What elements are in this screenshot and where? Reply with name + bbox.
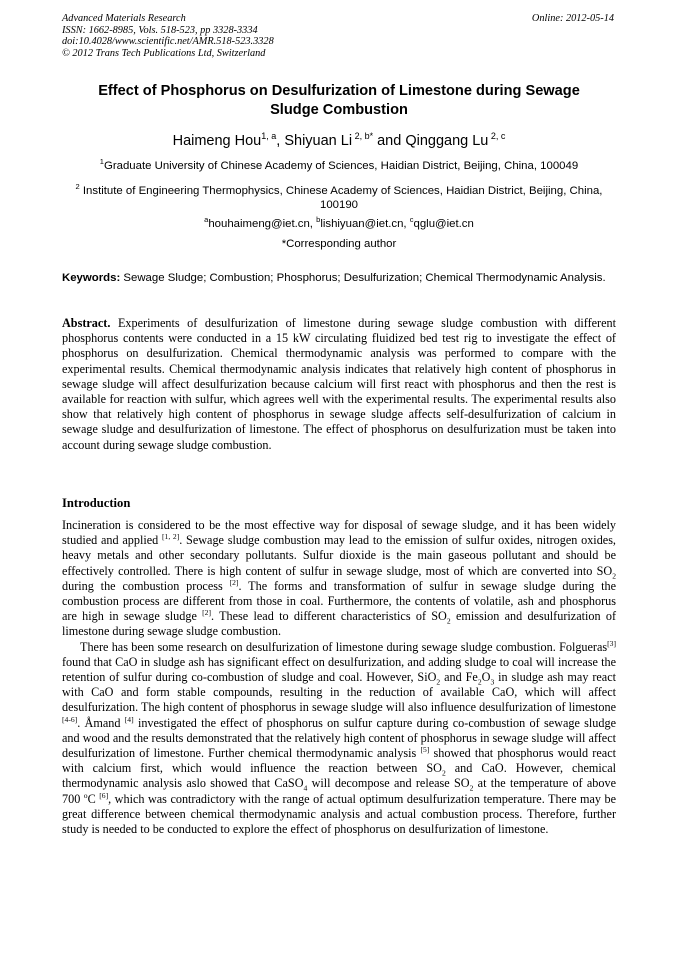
text-run: during the combustion process xyxy=(62,578,230,593)
title-line-1: Effect of Phosphorus on Desulfurization of Limestone during Sewage xyxy=(98,83,580,99)
text-run: . These lead to different characteristics of SO xyxy=(211,609,447,624)
subscript: 2 xyxy=(612,571,616,581)
doi-line: doi:10.4028/www.scientific.net/AMR.518-523.3328 xyxy=(62,36,274,48)
author-affiliation-mark: 2, c xyxy=(488,131,506,141)
author-name: Shiyuan Li xyxy=(284,132,353,149)
email-address[interactable]: lishiyuan@iet.cn, xyxy=(320,217,410,230)
introduction-paragraph-1 xyxy=(62,518,616,640)
online-date: Online: 2012-05-14 xyxy=(531,13,614,24)
text-run: showed that phosphorus would react with calcium first, which would influence the reaction between SO xyxy=(62,746,616,776)
author-affiliation-mark: 1, a xyxy=(261,131,277,141)
subscript: 2 xyxy=(441,768,446,778)
citation: [2] xyxy=(202,608,211,618)
affiliation-number: 1 xyxy=(99,157,104,166)
affiliation-text: Graduate University of Chinese Academy of Sciences, Haidian District, Beijing, China, 100049 xyxy=(103,159,579,172)
subscript: 2 xyxy=(436,677,441,687)
affiliation-2 xyxy=(62,180,616,213)
superscript: o xyxy=(83,790,88,800)
keywords-text: Sewage Sludge; Combustion; Phosphorus; Desulfurization; Chemical Thermodynamic Analysis. xyxy=(120,272,606,284)
abstract-label: Abstract. xyxy=(62,316,111,330)
text-run: found that CaO in sludge ash has significant effect on desulfurization, and adding sludge to coal will increase the retention of sulfur during co-combustion of sludge and coal. However, SiO xyxy=(62,654,616,685)
text-run: . The forms and transformation of sulfur in sewage sludge during the combustion process are different from those in coal. Furthermore, the contents of volatile, ash and phosphorus are high in sewage sludge xyxy=(62,578,617,624)
corresponding-author-note: *Corresponding author xyxy=(281,238,397,250)
keywords-label: Keywords: xyxy=(62,272,121,284)
affiliation-1 xyxy=(62,155,616,173)
email-address[interactable]: qglu@iet.cn xyxy=(413,217,474,230)
text-run: at the temperature of above 700 xyxy=(62,776,616,806)
citation: [4-6] xyxy=(62,714,78,724)
author-separator: and xyxy=(373,132,406,149)
introduction-body xyxy=(62,518,616,837)
citation: [4] xyxy=(124,714,134,724)
text-run: and Fe xyxy=(440,670,478,685)
issn-line: ISSN: 1662-8985, Vols. 518-523, pp 3328-3334 xyxy=(62,24,258,36)
text-run: There has been some research on desulfurization of limestone during sewage sludge combustion. Folgueras xyxy=(80,639,608,654)
email-mark: c xyxy=(409,215,414,224)
abstract-text: Experiments of desulfurization of limestone during sewage sludge combustion with different phosphorus contents were conducted in a 15 kW circulating fluidized bed test rig to investigate the effect of phosphorus on desulfurization. Chemical thermodynamic analysis was performed to compare with the experimental results. Chemical thermodynamic analysis indicates that relatively high content of phosphorus in sewage sludge will affect desulfurization because calcium will first react with phosphorus and then the rest is available for reaction with sulfur, which agrees well with the experimental results. The experimental results also show that relatively high content of phosphorus in sewage sludge affects self-desulfurization of calcium in sewage sludge and desulfurization of limestone. The effect of phosphorus on desulfurization must be taken into account during sewage sludge combustion. xyxy=(62,316,616,452)
text-run: in sludge ash may react with CaO and form stable compounds, resulting in the reduction of available CaO, which will affect desulfurization. The high content of phosphorus in sewage sludge will also influence desulfurization of limestone xyxy=(62,670,617,715)
text-run: O xyxy=(481,670,491,685)
affiliation-number: 2 xyxy=(75,182,80,191)
text-run: will decompose and release SO xyxy=(307,776,470,791)
citation: [5] xyxy=(420,744,430,754)
affiliation-text: Institute of Engineering Thermophysics, Chinese Academy of Sciences, Haidian District, Beijing, China, 100190 xyxy=(79,184,603,212)
citation: [3] xyxy=(607,638,616,648)
subscript: 2 xyxy=(469,783,474,793)
citation: [2] xyxy=(229,577,239,587)
text-run: and CaO. However, chemical thermodynamic analysis aslo showed that CaSO xyxy=(62,761,616,791)
citation: [6] xyxy=(99,790,109,800)
copyright-line: © 2012 Trans Tech Publications Ltd, Switzerland xyxy=(62,47,266,59)
text-run: C xyxy=(87,791,100,806)
email-mark: a xyxy=(204,215,209,224)
text-run: investigated the effect of phosphorus on sulfur capture during co-combustion of sewage sludge and wood and the results demonstrated that the relatively high content of phosphorus in sewage sludge will affect desulfurization of limestone. Further chemical thermodynamic analysis xyxy=(62,715,616,761)
paper-title xyxy=(62,82,616,120)
subscript: 3 xyxy=(490,677,495,687)
subscript: 2 xyxy=(446,616,451,626)
author-list xyxy=(62,126,616,151)
email-line xyxy=(62,213,616,231)
title-line-2: Sludge Combustion xyxy=(270,102,408,118)
author-name: Qinggang Lu xyxy=(405,132,489,149)
section-heading-introduction: Introduction xyxy=(62,496,131,510)
email-mark: b xyxy=(316,215,321,224)
abstract xyxy=(62,316,616,453)
email-address[interactable]: houhaimeng@iet.cn, xyxy=(208,217,317,230)
author-affiliation-mark: 2, b* xyxy=(352,131,374,141)
introduction-paragraph-2 xyxy=(62,640,616,838)
text-run: emission and desulfurization of limestone during sewage sludge combustion. xyxy=(62,609,616,639)
author-name: Haimeng Hou xyxy=(172,132,262,149)
citation: [1, 2] xyxy=(162,532,180,542)
subscript: 2 xyxy=(477,677,482,687)
journal-name: Advanced Materials Research xyxy=(62,13,186,24)
author-separator: , xyxy=(276,132,285,149)
text-run: , which was contradictory with the range of actual optimum desulfurization temperature. There may be great difference between chemical thermodynamic analysis and actual combustion process. Therefore, further study is needed to be conducted to explore the effect of phosphorus on desulfurization of limestone. xyxy=(62,791,616,837)
subscript: 4 xyxy=(303,783,308,793)
text-run: Incineration is considered to be the most effective way for disposal of sewage sludge, and it has been widely studied and applied xyxy=(62,518,616,548)
text-run: . Åmand xyxy=(77,715,125,730)
keywords xyxy=(62,271,616,286)
text-run: . Sewage sludge combustion may lead to the emission of sulfur oxides, nitrogen oxides, heavy metals and other secondary pollutants. Sulfur dioxide is the main gaseous pollutant and should be effectively controlled. There is high content of sulfur in sewage sludge, most of which are converted into SO xyxy=(62,533,616,578)
